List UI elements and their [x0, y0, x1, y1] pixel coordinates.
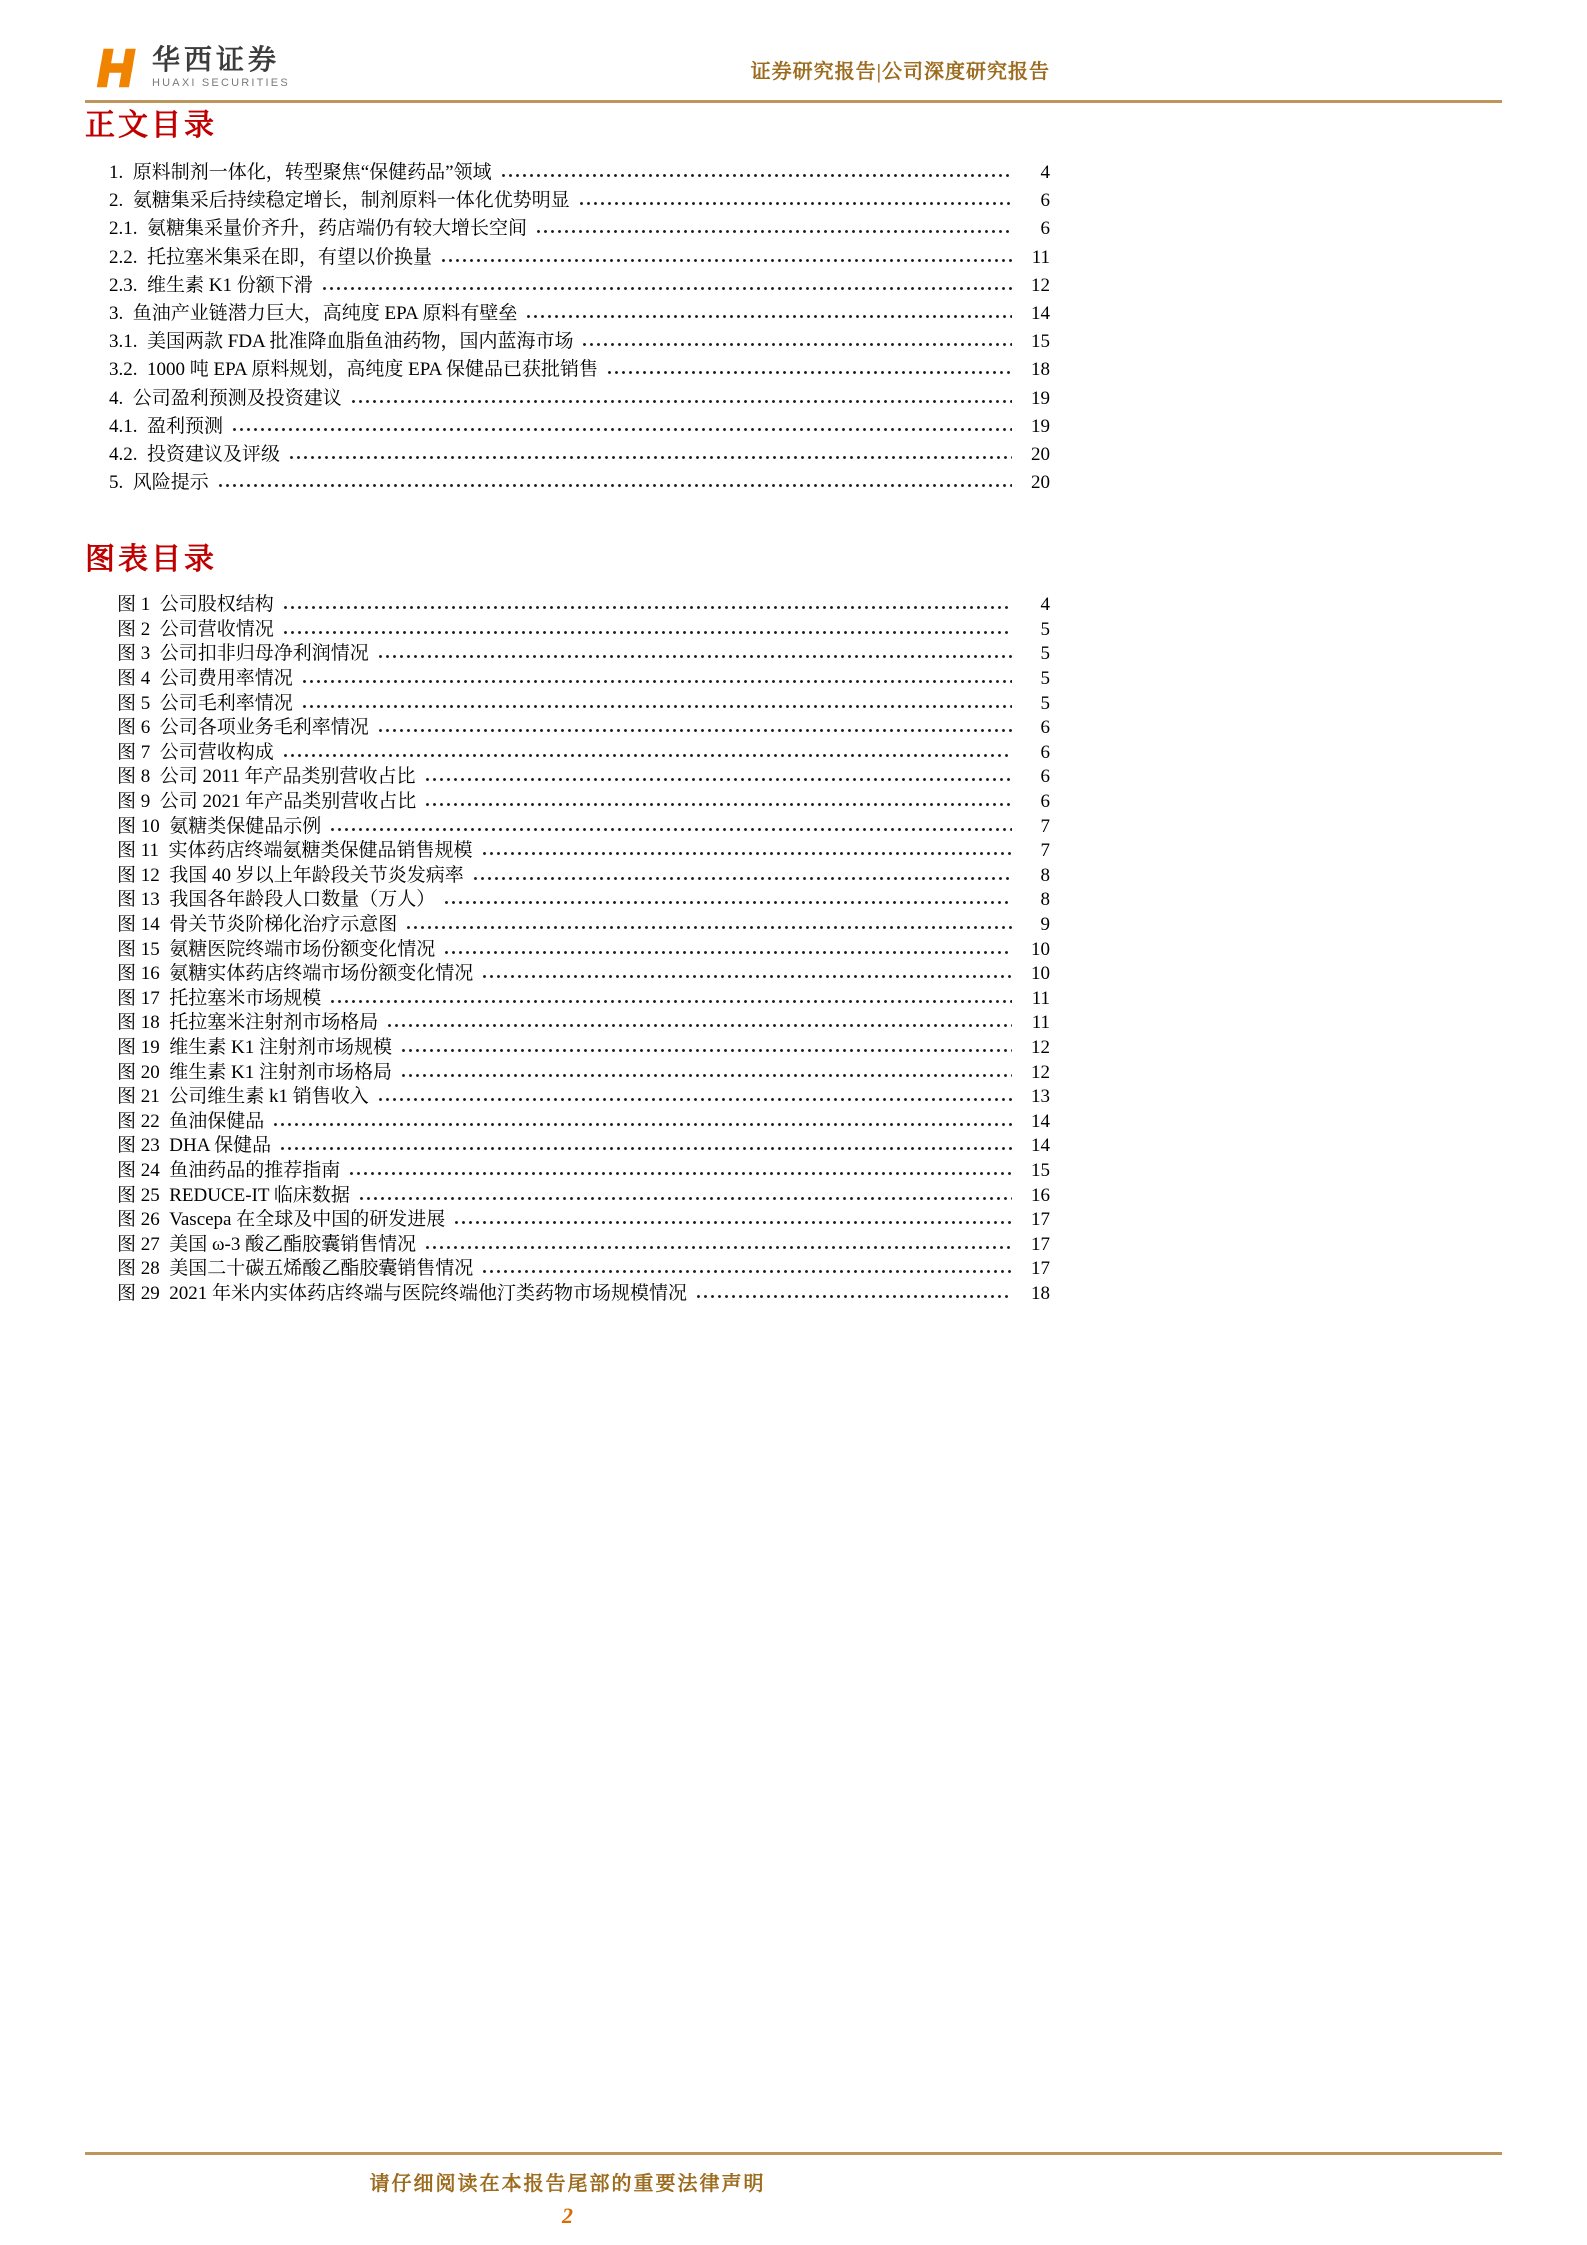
dot-leader: [525, 314, 1012, 319]
figure-entry-label: 图 22 鱼油保健品: [117, 1110, 265, 1132]
toc-entry-page: 12: [1031, 274, 1050, 296]
dot-leader: [424, 1245, 1012, 1250]
figure-entry-label: 图 28 美国二十碳五烯酸乙酯胶囊销售情况: [117, 1258, 474, 1280]
figure-entry-page: 5: [1040, 643, 1050, 665]
figure-entry-label: 图 11 实体药店终端氨糖类保健品销售规模: [117, 840, 473, 862]
figure-entry-page: 6: [1040, 741, 1050, 763]
figure-entry-row[interactable]: [85, 962, 1050, 987]
dot-leader: [581, 342, 1012, 347]
toc-entry-row[interactable]: [85, 441, 1050, 469]
figure-entry-page: 11: [1031, 1012, 1050, 1034]
figure-entry-label: 图 24 鱼油药品的推荐指南: [117, 1159, 341, 1181]
figure-entry-row[interactable]: [85, 1184, 1050, 1209]
figure-entry-row[interactable]: [85, 1233, 1050, 1258]
toc-entry-page: 20: [1031, 472, 1050, 494]
dot-leader: [400, 1073, 1012, 1078]
page-footer: [0, 2152, 1587, 2245]
page-number: 2: [562, 2203, 573, 2228]
dot-leader: [329, 999, 1012, 1004]
dot-leader: [279, 1146, 1012, 1151]
dot-leader: [329, 827, 1012, 832]
toc-entry-label: 4.1. 盈利预测: [109, 415, 224, 437]
toc-entry-label: 2.3. 维生素 K1 份额下滑: [109, 274, 313, 296]
figure-entry-label: 图 29 2021 年米内实体药店终端与医院终端他汀类药物市场规模情况: [117, 1282, 688, 1304]
figure-entry-row[interactable]: [85, 1208, 1050, 1233]
figure-entry-label: 图 13 我国各年龄段人口数量（万人）: [117, 889, 436, 911]
dot-leader: [400, 1048, 1012, 1053]
dot-leader: [377, 654, 1012, 659]
figure-entry-label: 图 18 托拉塞米注射剂市场格局: [117, 1012, 379, 1034]
figure-entry-page: 14: [1031, 1110, 1050, 1132]
toc-entry-row[interactable]: [85, 215, 1050, 243]
figure-entry-label: 图 10 氨糖类保健品示例: [117, 815, 322, 837]
figure-entry-row[interactable]: [85, 888, 1050, 913]
figure-entry-row[interactable]: [85, 593, 1050, 618]
figure-entry-label: 图 14 骨关节炎阶梯化治疗示意图: [117, 913, 398, 935]
figure-entry-page: 14: [1031, 1135, 1050, 1157]
figure-entry-row[interactable]: [85, 1282, 1050, 1307]
figure-entry-page: 12: [1031, 1036, 1050, 1058]
toc-entry-row[interactable]: [85, 328, 1050, 356]
figure-entry-page: 5: [1040, 668, 1050, 690]
figure-entry-page: 7: [1040, 840, 1050, 862]
dot-leader: [272, 1122, 1012, 1127]
report-type-label: 证券研究报告|公司深度研究报告: [750, 61, 1050, 83]
figures-section-title: 图表目录: [85, 543, 217, 577]
figure-entry-row[interactable]: [85, 741, 1050, 766]
figure-entry-page: 15: [1031, 1159, 1050, 1181]
figure-entry-label: 图 27 美国 ω-3 酸乙酯胶囊销售情况: [117, 1233, 417, 1255]
dot-leader: [481, 851, 1012, 856]
figure-entry-row[interactable]: [85, 1134, 1050, 1159]
figure-entry-row[interactable]: [85, 790, 1050, 815]
dot-leader: [386, 1023, 1012, 1028]
figure-entry-page: 9: [1040, 913, 1050, 935]
toc-entry-page: 11: [1031, 246, 1050, 268]
figure-entry-row[interactable]: [85, 765, 1050, 790]
huaxi-h-logo-icon: [85, 44, 143, 92]
toc-entry-row[interactable]: [85, 413, 1050, 441]
toc-entry-label: 2. 氨糖集采后持续稳定增长，制剂原料一体化优势明显: [109, 190, 570, 212]
brand-name-en: HUAXI SECURITIES: [152, 77, 290, 89]
dot-leader: [377, 1097, 1012, 1102]
figure-entry-page: 8: [1040, 889, 1050, 911]
dot-leader: [443, 950, 1012, 955]
header-divider: [85, 100, 1502, 103]
brand-logo: [85, 44, 290, 92]
toc-entry-label: 4.2. 投资建议及评级: [109, 443, 281, 465]
figure-entry-row[interactable]: [85, 1257, 1050, 1282]
dot-leader: [282, 753, 1012, 758]
toc-entry-label: 2.2. 托拉塞米集采在即，有望以价换量: [109, 246, 433, 268]
dot-leader: [472, 876, 1012, 881]
figure-entry-row[interactable]: [85, 692, 1050, 717]
footer-divider: [85, 2152, 1502, 2155]
toc-entry-page: 15: [1031, 331, 1050, 353]
figure-entry-page: 5: [1040, 618, 1050, 640]
toc-entry-row[interactable]: [85, 469, 1050, 497]
dot-leader: [481, 974, 1012, 979]
figure-entry-label: 图 4 公司费用率情况: [117, 668, 293, 690]
dot-leader: [282, 605, 1012, 610]
figure-entry-page: 8: [1040, 864, 1050, 886]
toc-entry-label: 3. 鱼油产业链潜力巨大，高纯度 EPA 原料有壁垒: [109, 302, 518, 324]
toc-entry-row[interactable]: [85, 385, 1050, 413]
figure-entry-label: 图 19 维生素 K1 注射剂市场规模: [117, 1036, 392, 1058]
figure-entry-row[interactable]: [85, 1036, 1050, 1061]
toc-entry-label: 4. 公司盈利预测及投资建议: [109, 387, 342, 409]
figure-entry-row[interactable]: [85, 716, 1050, 741]
toc-section-title: 正文目录: [85, 109, 217, 142]
figure-entry-page: 10: [1031, 963, 1050, 985]
figure-entry-page: 16: [1031, 1184, 1050, 1206]
toc-entry-page: 4: [1040, 162, 1050, 183]
figure-entry-page: 10: [1031, 938, 1050, 960]
dot-leader: [301, 679, 1012, 684]
figure-entry-label: 图 2 公司营收情况: [117, 618, 274, 640]
dot-leader: [500, 173, 1012, 178]
figure-entry-page: 11: [1031, 987, 1050, 1009]
figure-entry-row[interactable]: [85, 1061, 1050, 1086]
figure-entry-row[interactable]: [85, 913, 1050, 938]
toc-entry-row[interactable]: [85, 187, 1050, 215]
figure-entry-label: 图 15 氨糖医院终端市场份额变化情况: [117, 938, 436, 960]
figure-entry-page: 17: [1031, 1258, 1050, 1280]
figure-entry-page: 4: [1040, 594, 1050, 616]
figure-entry-row[interactable]: [85, 839, 1050, 864]
dot-leader: [424, 802, 1012, 807]
figure-entry-label: 图 12 我国 40 岁以上年龄段关节炎发病率: [117, 864, 464, 886]
figure-entry-label: 图 3 公司扣非归母净利润情况: [117, 643, 369, 665]
dot-leader: [405, 925, 1012, 930]
dot-leader: [443, 900, 1012, 905]
dot-leader: [282, 630, 1012, 635]
dot-leader: [231, 427, 1012, 432]
dot-leader: [358, 1196, 1012, 1201]
figure-entry-row[interactable]: [85, 618, 1050, 643]
dot-leader: [348, 1171, 1012, 1176]
figure-entry-row[interactable]: [85, 1159, 1050, 1184]
figure-entry-row[interactable]: [85, 667, 1050, 692]
figure-entry-label: 图 7 公司营收构成: [117, 741, 274, 763]
figure-entry-row[interactable]: [85, 1085, 1050, 1110]
legal-disclaimer: 请仔细阅读在本报告尾部的重要法律声明: [369, 2173, 766, 2195]
figure-entry-label: 图 17 托拉塞米市场规模: [117, 987, 322, 1009]
figure-entry-page: 13: [1031, 1086, 1050, 1108]
dot-leader: [288, 455, 1012, 460]
dot-leader: [578, 201, 1012, 206]
figure-entry-label: 图 9 公司 2021 年产品类别营收占比: [117, 791, 417, 812]
toc-entry-label: 2.1. 氨糖集采量价齐升，药店端仍有较大增长空间: [109, 218, 528, 240]
toc-entry-label: 3.1. 美国两款 FDA 批准降血脂鱼油药物，国内蓝海市场: [109, 331, 574, 353]
figure-entry-row[interactable]: [85, 815, 1050, 840]
figure-entry-page: 6: [1040, 717, 1050, 739]
dot-leader: [453, 1220, 1012, 1225]
dot-leader: [301, 704, 1012, 709]
toc-entry-page: 14: [1031, 302, 1050, 324]
dot-leader: [321, 286, 1012, 291]
figure-entry-page: 17: [1031, 1209, 1050, 1231]
toc-entry-label: 5. 风险提示: [109, 472, 209, 494]
toc-entry-row[interactable]: [85, 244, 1050, 272]
figure-entry-label: 图 8 公司 2011 年产品类别营收占比: [117, 766, 416, 788]
dot-leader: [481, 1269, 1012, 1274]
figure-entry-label: 图 5 公司毛利率情况: [117, 692, 293, 714]
figure-entry-label: 图 21 公司维生素 k1 销售收入: [117, 1086, 369, 1108]
figure-entry-row[interactable]: [85, 938, 1050, 963]
brand-name-cn: 华西证券: [152, 45, 281, 76]
figure-entry-row[interactable]: [85, 1110, 1050, 1135]
toc-entry-page: 20: [1031, 443, 1050, 465]
toc-entry-page: 19: [1031, 387, 1050, 409]
toc-entry-row[interactable]: [85, 272, 1050, 300]
figure-entry-row[interactable]: [85, 1011, 1050, 1036]
figure-entry-page: 6: [1040, 791, 1050, 812]
dot-leader: [535, 229, 1012, 234]
toc-entry-label: 1. 原料制剂一体化，转型聚焦“保健药品”领域: [109, 162, 492, 183]
figure-entry-page: 12: [1031, 1061, 1050, 1083]
toc-entry-page: 6: [1040, 218, 1050, 240]
figure-entry-page: 6: [1040, 766, 1050, 788]
header: [85, 0, 1050, 92]
figure-entry-page: 7: [1040, 815, 1050, 837]
dot-leader: [217, 483, 1012, 488]
toc-entry-page: 6: [1040, 190, 1050, 212]
toc-entry-row[interactable]: [85, 356, 1050, 384]
figure-entry-page: 18: [1031, 1282, 1050, 1304]
figure-entry-row[interactable]: [85, 864, 1050, 889]
figure-entry-label: 图 1 公司股权结构: [117, 594, 274, 616]
dot-leader: [350, 399, 1012, 404]
figure-entry-label: 图 25 REDUCE-IT 临床数据: [117, 1184, 350, 1206]
dot-leader: [440, 258, 1012, 263]
toc-entry-page: 18: [1031, 359, 1050, 381]
figure-entry-label: 图 6 公司各项业务毛利率情况: [117, 717, 369, 739]
figure-entry-label: 图 26 Vascepa 在全球及中国的研发进展: [117, 1209, 446, 1231]
dot-leader: [606, 370, 1012, 375]
toc-entry-page: 19: [1031, 415, 1050, 437]
toc-entry-label: 3.2. 1000 吨 EPA 原料规划，高纯度 EPA 保健品已获批销售: [109, 359, 598, 381]
figure-entry-label: 图 20 维生素 K1 注射剂市场格局: [117, 1061, 392, 1083]
figure-entry-row[interactable]: [85, 987, 1050, 1012]
figure-entry-label: 图 16 氨糖实体药店终端市场份额变化情况: [117, 963, 474, 985]
toc-entry-row[interactable]: [85, 159, 1050, 187]
figure-entry-page: 5: [1040, 692, 1050, 714]
figure-entry-label: 图 23 DHA 保健品: [117, 1135, 272, 1157]
figures-list: [85, 593, 1050, 1306]
dot-leader: [377, 728, 1012, 733]
figure-entry-page: 17: [1031, 1233, 1050, 1255]
toc-entry-row[interactable]: [85, 300, 1050, 328]
toc-list: [85, 159, 1050, 497]
figure-entry-row[interactable]: [85, 642, 1050, 667]
dot-leader: [695, 1294, 1012, 1299]
dot-leader: [424, 777, 1012, 782]
